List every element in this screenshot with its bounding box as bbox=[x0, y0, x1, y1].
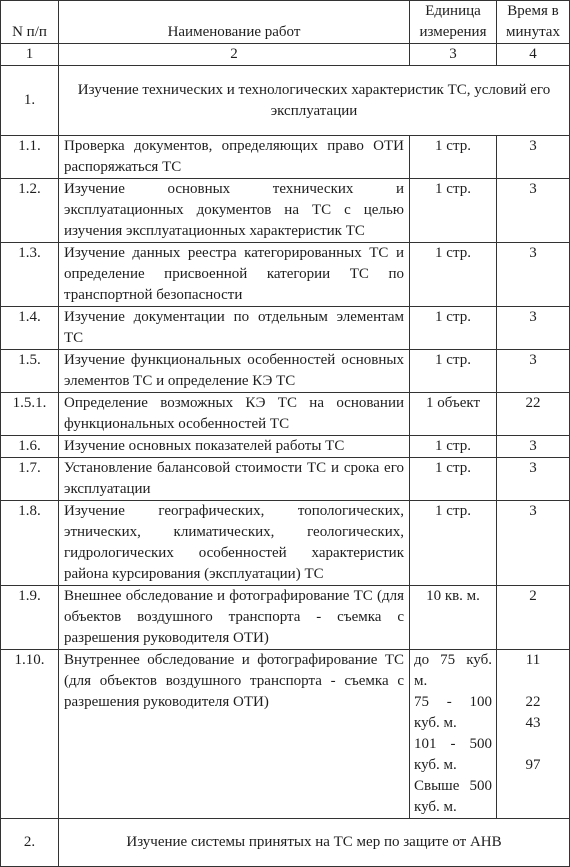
row-unit-list bbox=[410, 650, 497, 819]
table-row bbox=[1, 586, 570, 650]
header-unit bbox=[410, 1, 497, 44]
time-value: 97 bbox=[525, 757, 541, 773]
row-time: 3 bbox=[497, 179, 570, 243]
header-time-line1: Время в bbox=[507, 3, 559, 19]
header-unit-line1: Единица bbox=[425, 3, 481, 19]
row-unit: 10 кв. м. bbox=[410, 586, 497, 650]
table-row bbox=[1, 436, 570, 458]
rows-body bbox=[1, 136, 570, 650]
row-number: 1.10. bbox=[1, 650, 59, 819]
table-row bbox=[1, 650, 570, 819]
time-value: 43 bbox=[525, 715, 541, 731]
row-time: 3 bbox=[497, 350, 570, 393]
row-number: 1.4. bbox=[1, 307, 59, 350]
row-time: 3 bbox=[497, 436, 570, 458]
row-time: 3 bbox=[497, 307, 570, 350]
section-number: 1. bbox=[1, 66, 59, 136]
row-unit: 1 стр. bbox=[410, 243, 497, 307]
row-unit: 1 стр. bbox=[410, 136, 497, 179]
header-unit-line2: измерения bbox=[419, 24, 487, 40]
section-row bbox=[1, 66, 570, 136]
time-value: 22 bbox=[525, 694, 541, 710]
row-work-name: Изучение основных показателей работы ТС bbox=[59, 436, 410, 458]
row-work-name: Внутреннее обследование и фотографирование ТС (для объектов воздушного транспорта - съемка с разрешения руководителя ОТИ) bbox=[59, 650, 410, 819]
row-work-name: Изучение функциональных особенностей основных элементов ТС и определение КЭ ТС bbox=[59, 350, 410, 393]
unit-option: 75 - 100 куб. м. bbox=[414, 694, 492, 731]
row-time: 22 bbox=[497, 393, 570, 436]
section-title: Изучение технических и технологических характеристик ТС, условий его эксплуатации bbox=[59, 66, 570, 136]
row-unit: 1 стр. bbox=[410, 307, 497, 350]
header-work-name: Наименование работ bbox=[59, 1, 410, 44]
table-row bbox=[1, 350, 570, 393]
row-number: 1.7. bbox=[1, 458, 59, 501]
row-unit: 1 стр. bbox=[410, 458, 497, 501]
header-row bbox=[1, 1, 570, 44]
row-number: 1.3. bbox=[1, 243, 59, 307]
column-number: 4 bbox=[497, 44, 570, 66]
row-unit: 1 стр. bbox=[410, 501, 497, 586]
table-row bbox=[1, 136, 570, 179]
row-time: 3 bbox=[497, 501, 570, 586]
table-row bbox=[1, 458, 570, 501]
table-row bbox=[1, 393, 570, 436]
table-row bbox=[1, 243, 570, 307]
row-work-name: Установление балансовой стоимости ТС и срока его эксплуатации bbox=[59, 458, 410, 501]
unit-option: до 75 куб. м. bbox=[414, 652, 492, 689]
row-number: 1.2. bbox=[1, 179, 59, 243]
row-time: 3 bbox=[497, 136, 570, 179]
row-work-name: Изучение географических, топологических, этнических, климатических, геологических, гидрологических особенностей характеристик района курсирования (эксплуатации) ТС bbox=[59, 501, 410, 586]
column-number: 3 bbox=[410, 44, 497, 66]
row-work-name: Внешнее обследование и фотографирование ТС (для объектов воздушного транспорта - съемка с разрешения руководителя ОТИ) bbox=[59, 586, 410, 650]
row-number: 1.8. bbox=[1, 501, 59, 586]
header-time-line2: минутах bbox=[506, 24, 560, 40]
row-work-name: Изучение документации по отдельным элементам ТС bbox=[59, 307, 410, 350]
column-number: 2 bbox=[59, 44, 410, 66]
row-number: 1.5. bbox=[1, 350, 59, 393]
table-row bbox=[1, 307, 570, 350]
row-time: 2 bbox=[497, 586, 570, 650]
row-time: 3 bbox=[497, 243, 570, 307]
row-unit: 1 стр. bbox=[410, 350, 497, 393]
row-work-name: Изучение данных реестра категорированных ТС и определение присвоенной категории ТС по транспортной безопасности bbox=[59, 243, 410, 307]
row-number: 1.1. bbox=[1, 136, 59, 179]
section-title: Изучение системы принятых на ТС мер по защите от АНВ bbox=[59, 819, 570, 867]
row-unit: 1 стр. bbox=[410, 179, 497, 243]
time-value: 11 bbox=[525, 652, 541, 668]
row-number: 1.9. bbox=[1, 586, 59, 650]
row-work-name: Определение возможных КЭ ТС на основании функциональных особенностей ТС bbox=[59, 393, 410, 436]
row-number: 1.5.1. bbox=[1, 393, 59, 436]
unit-option: 101 - 500 куб. м. bbox=[414, 736, 492, 773]
column-number: 1 bbox=[1, 44, 59, 66]
row-time: 3 bbox=[497, 458, 570, 501]
row-unit: 1 стр. bbox=[410, 436, 497, 458]
header-time bbox=[497, 1, 570, 44]
table-row bbox=[1, 501, 570, 586]
row-work-name: Проверка документов, определяющих право ОТИ распоряжаться ТС bbox=[59, 136, 410, 179]
section-row bbox=[1, 819, 570, 867]
row-number: 1.6. bbox=[1, 436, 59, 458]
row-time-list bbox=[497, 650, 570, 819]
row-work-name: Изучение основных технических и эксплуатационных документов на ТС с целью изучения эксплуатационных характеристик ТС bbox=[59, 179, 410, 243]
unit-option: Свыше 500 куб. м. bbox=[414, 778, 492, 815]
column-number-row bbox=[1, 44, 570, 66]
table-row bbox=[1, 179, 570, 243]
header-number: N п/п bbox=[1, 1, 59, 44]
row-unit: 1 объект bbox=[410, 393, 497, 436]
section-number: 2. bbox=[1, 819, 59, 867]
